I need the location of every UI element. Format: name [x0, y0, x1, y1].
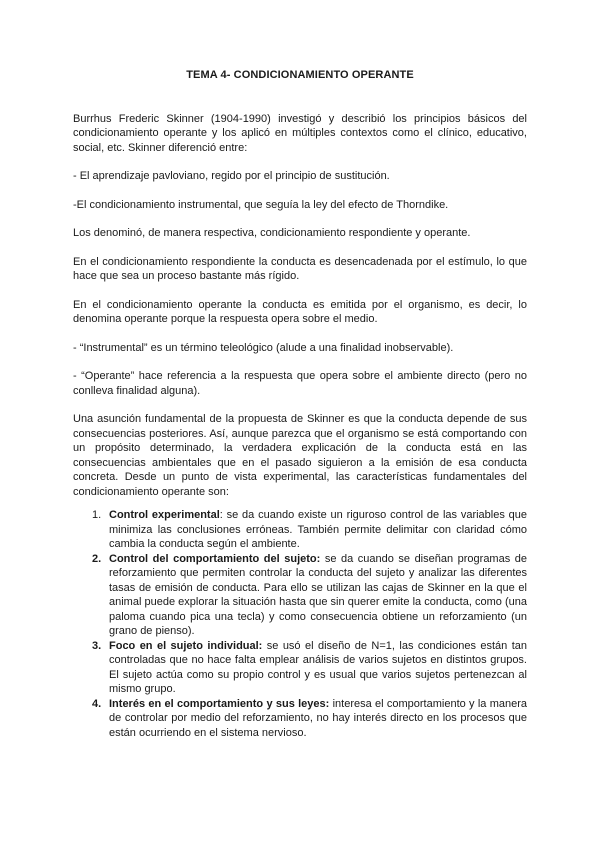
- list-item-number: 1.: [92, 509, 102, 521]
- paragraph-denomino: Los denominó, de manera respectiva, condicionamiento respondiente y operante.: [73, 227, 471, 239]
- list-item: [92, 697, 527, 741]
- list-item-term: Foco en el sujeto individual:: [109, 639, 263, 652]
- paragraph-instrumental: -El condicionamiento instrumental, que seguía la ley del efecto de Thorndike.: [73, 198, 449, 211]
- list-item-number: 4.: [92, 697, 102, 710]
- paragraph-instrumental-termino: - “Instrumental” es un término teleológico (alude a una finalidad inobservable).: [73, 341, 454, 354]
- list-item-number: 2.: [92, 552, 102, 565]
- paragraph-respondiente: En el condicionamiento respondiente la conducta es desencadenada por el estímulo, lo que hace que sea un proceso bastante más rígido.: [73, 255, 527, 282]
- list-item-text: : se da cuando existe un riguroso control de las variables que minimiza las conclusiones erróneas. También permite delimitar con claridad cómo cambia la conducta según el ambiente.: [109, 509, 528, 550]
- list-item: [92, 552, 527, 639]
- list-item-text: interesa el comportamiento y la manera de controlar por medio del reforzamiento, no hay interés directo en los procesos que están ocurriendo en el sistema nervioso.: [109, 697, 527, 739]
- list-item-text: se usó el diseño de N=1, las condiciones están tan controladas que no hace falta emplear análisis de varios sujetos en distintos grupos. El sujeto actúa como su propio control y es usual que varios sujetos pertenezcan al mismo grupo.: [109, 639, 527, 695]
- list-item-text: se da cuando se diseñan programas de reforzamiento que permiten controlar la conducta del sujeto y analizar las diferentes tasas de emisión de conducta. Para ello se utilizan las cajas de Skinner en la que el animal puede explorar la situación hasta que sin querer emite la conducta, como (una paloma cuando pica una tecla) y como consecuencia obtiene un reforzamiento (un grano de pienso).: [109, 552, 527, 637]
- paragraph-operante-definicion: - “Operante” hace referencia a la respuesta que opera sobre el ambiente directo (pero no conlleva finalidad alguna).: [73, 370, 527, 397]
- list-item-term: Interés en el comportamiento y sus leyes:: [109, 697, 330, 710]
- list-item: [92, 508, 528, 552]
- paragraph-intro: Burrhus Frederic Skinner (1904-1990) investigó y describió los principios básicos del condicionamiento operante y los aplicó en múltiples contextos como el clínico, educativo, social, etc. Skinner diferenció entre:: [73, 112, 527, 154]
- features-list: [73, 508, 527, 740]
- list-item-number: 3.: [92, 639, 102, 652]
- list-item-term: Control del comportamiento del sujeto:: [109, 552, 321, 565]
- paragraph-operante: En el condicionamiento operante la conducta es emitida por el organismo, es decir, lo denomina operante porque la respuesta opera sobre el medio.: [73, 298, 527, 325]
- document-title: TEMA 4- CONDICIONAMIENTO OPERANTE: [186, 69, 414, 81]
- list-item-term: Control experimental: [109, 509, 220, 521]
- paragraph-pavloviano: - El aprendizaje pavloviano, regido por el principio de sustitución.: [73, 170, 390, 182]
- paragraph-asuncion: Una asunción fundamental de la propuesta de Skinner es que la conducta depende de sus consecuencias posteriores. Así, aunque parezca que el organismo se está comportando con un propósito determinado, la verdadera explicación de la conducta está en las consecuencias ambientales que en el pasado siguieron a la emisión de esa conducta concreta. Desde un punto de vista experimental, las características fundamentales del condicionamiento operante son:: [73, 413, 527, 498]
- list-item: [92, 639, 527, 697]
- document-body: [73, 68, 527, 740]
